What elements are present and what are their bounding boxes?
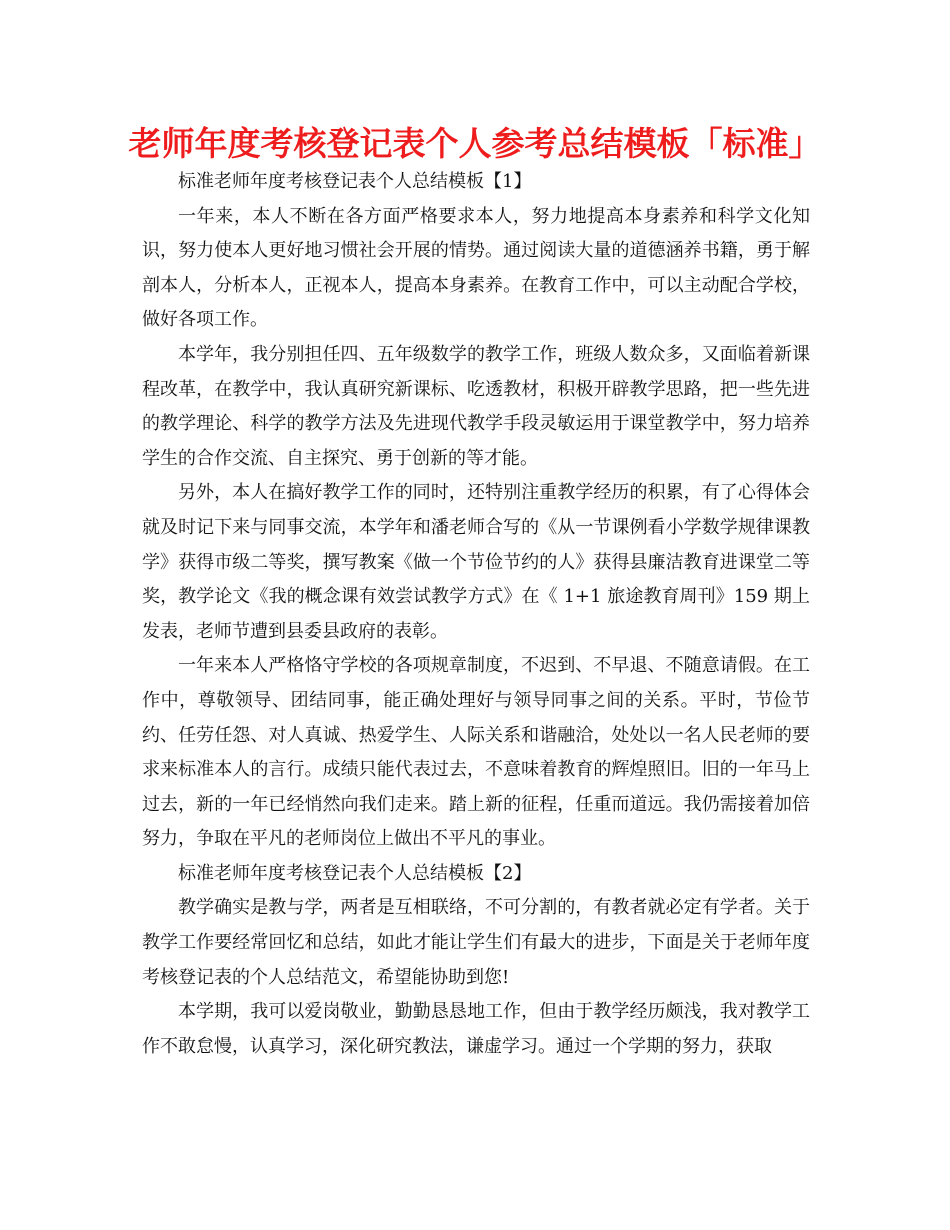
- paragraph: 一年来本人严格恪守学校的各项规章制度，不迟到、不早退、不随意请假。在工作中，尊敬领导、团结同事，能正确处理好与领导同事之间的关系。平时，节俭节约、任劳任怨、对人真诚、热爱学生、人际关系和谐融洽，处处以一名人民老师的要求来标准本人的言行。成绩只能代表过去，不意味着教育的辉煌照旧。旧的一年马上过去，新的一年已经悄然向我们走来。踏上新的征程，任重而道远。我仍需接着加倍努力，争取在平凡的老师岗位上做出不平凡的事业。: [142, 655, 810, 850]
- paragraph: 教学确实是教与学，两者是互相联络，不可分割的，有教者就必定有学者。关于教学工作要经常回忆和总结，如此才能让学生们有最大的进步，下面是关于老师年度考核登记表的个人总结范文，希望能协助到您!: [142, 897, 810, 988]
- paragraph: 一年来，本人不断在各方面严格要求本人，努力地提高本身素养和科学文化知识，努力使本人更好地习惯社会开展的情势。通过阅读大量的道德涵养书籍，勇于解剖本人，分析本人，正视本人，提高本身素养。在教育工作中，可以主动配合学校，做好各项工作。: [142, 205, 810, 331]
- document-body: [142, 165, 810, 1064]
- paragraph: 本学期，我可以爱岗敬业，勤勤恳恳地工作，但由于教学经历颇浅，我对教学工作不敢怠慢，认真学习，深化研究教法，谦虚学习。通过一个学期的努力，获取: [142, 1001, 810, 1057]
- section-heading: 标准老师年度考核登记表个人总结模板【1】: [178, 171, 532, 192]
- section-heading: 标准老师年度考核登记表个人总结模板【2】: [178, 862, 532, 884]
- paragraph: 另外，本人在搞好教学工作的同时，还特别注重教学经历的积累，有了心得体会就及时记下来与同事交流，本学年和潘老师合写的《从一节课例看小学数学规律课教学》获得市级二等奖，撰写教案《做一个节俭节约的人》获得县廉洁教育进课堂二等奖，教学论文《我的概念课有效尝试教学方式》在《 1+1 旅途教育周刊》159 期上发表，老师节遭到县委县政府的表彰。: [142, 482, 810, 642]
- document-title: 老师年度考核登记表个人参考总结模板「标准」: [128, 124, 822, 163]
- paragraph: 本学年，我分别担任四、五年级数学的教学工作，班级人数众多，又面临着新课程改革，在教学中，我认真研究新课标、吃透教材，积极开辟教学思路，把一些先进的教学理论、科学的教学方法及先进现代教学手段灵敏运用于课堂教学中，努力培养学生的合作交流、自主探究、勇于创新的等才能。: [142, 343, 810, 469]
